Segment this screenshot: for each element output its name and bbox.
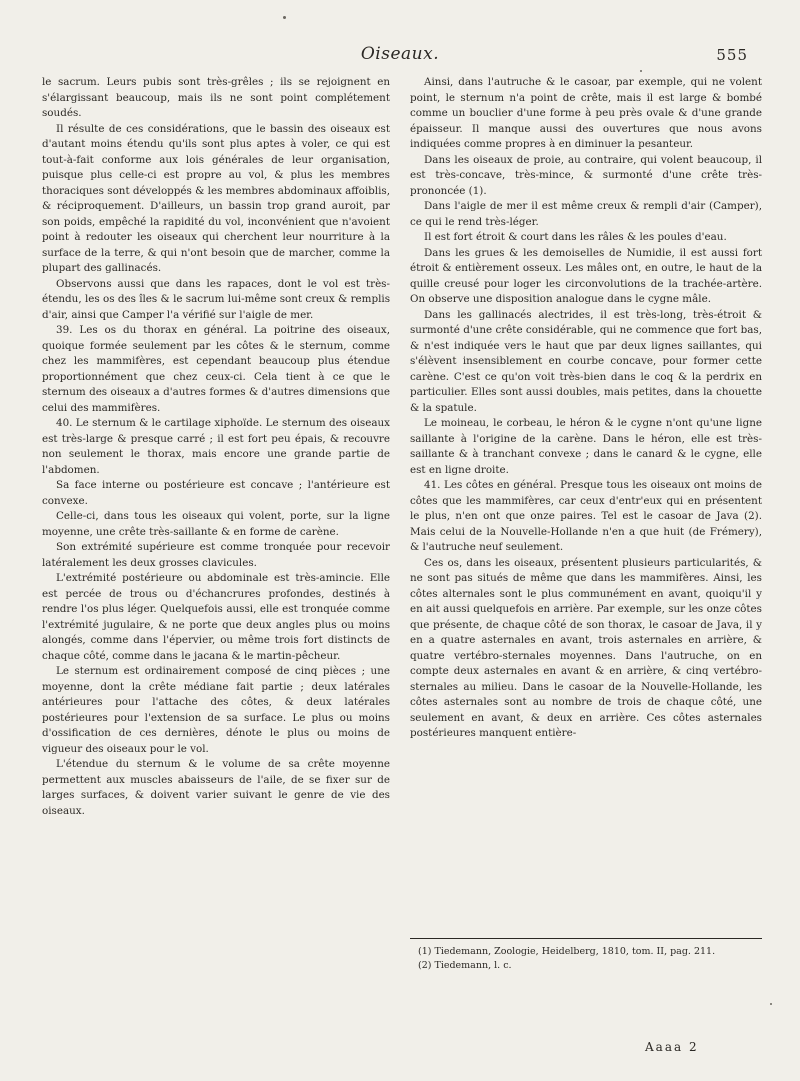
footnote: (1) Tiedemann, Zoologie, Heidelberg, 1810, tom. II, pag. 211.	[418, 946, 716, 957]
page-number: 555	[716, 46, 748, 64]
paragraph: Dans les grues & les demoiselles de Numidie, il est aussi fort étroit & entièrement osseux. Les mâles ont, en outre, le haut de la quille creusé pour loger les circonvolutions de la trachée-artère. On observe une disposition analogue dans le cygne mâle.	[410, 246, 762, 305]
paragraph: Dans les gallinacés alectrides, il est très-long, très-étroit & surmonté d'une crête considérable, qui ne commence que fort bas, & n'est indiquée vers le haut que par deux lignes saillantes, qui s'élèvent insensiblement en courbe concave, pour former cette carène. C'est ce qu'on voit très-bien dans le coq & la perdrix en particulier. Elles sont aussi doubles, mais petites, dans la chouette & la spatule.	[410, 308, 762, 414]
paragraph: Il résulte de ces considérations, que le bassin des oiseaux est d'autant moins étendu qu'ils sont plus aptes à voler, ce qui est tout-à-fait conforme aux lois générales de leur organisation, puisque plus celle-ci est propre au vol, & plus les membres thoraciques sont développés & les membres abdominaux affoiblis, & réciproquement. D'ailleurs, un bassin trop grand auroit, par son poids, empêché la rapidité du vol, inconvénient que n'avoient point à redouter les oiseaux qui cherchent leur nourriture à la surface de la terre, & qui n'ont besoin que de marcher, comme la plupart des gallinacés.	[42, 122, 390, 274]
paragraph: Ainsi, dans l'autruche & le casoar, par exemple, qui ne volent point, le sternum n'a point de crête, mais il est large & bombé comme un bouclier d'une forme à peu près ovale & d'une grande épaisseur. Il manque aussi des ouvertures que nous avons indiquées comme propres à en diminuer la pesanteur.	[410, 76, 762, 150]
paragraph: L'étendue du sternum & le volume de sa crête moyenne permettent aux muscles abaisseurs de l'aile, de se fixer sur de larges surfaces, & doivent varier suivant le genre de vie des oiseaux.	[42, 758, 390, 817]
ink-speck	[640, 70, 642, 72]
paragraph: L'extrémité postérieure ou abdominale est très-amincie. Elle est percée de trous ou d'échancrures profondes, destinés à rendre l'os plus léger. Quelquefois aussi, elle est tronquée comme l'extrémité jugulaire, & ne porte que deux angles plus ou moins alongés, comme dans l'épervier, ou même trois fort distincts de chaque côté, comme dans le jacana & le martin-pêcheur.	[42, 572, 390, 662]
paragraph: 40. Le sternum & le cartilage xiphoïde. Le sternum des oiseaux est très-large & presque carré ; il est fort peu épais, & recouvre non seulement le thorax, mais encore une grande partie de l'abdomen.	[42, 417, 390, 476]
ink-speck	[283, 16, 286, 19]
paragraph: Il est fort étroit & court dans les râles & les poules d'eau.	[424, 231, 727, 243]
right-column	[410, 75, 762, 742]
paragraph: Ces os, dans les oiseaux, présentent plusieurs particularités, & ne sont pas situés de même que dans les mammifères. Ainsi, les côtes alternales sont le plus communément en avant, quoiqu'il y en ait aussi quelquefois en arrière. Par exemple, sur les onze côtes que présente, de chaque côté de son thorax, le casoar de Java, il y en a quatre asternales en avant, trois asternales en arrière, & quatre vertébro-sternales moyennes. Dans l'autruche, on en compte deux asternales en avant & en arrière, & cinq vertébro-sternales au milieu. Dans le casoar de la Nouvelle-Hollande, les côtes asternales sont au nombre de trois de chaque côté, une seulement en avant, & deux en arrière. Ces côtes asternales postérieures manquent entière-	[410, 556, 762, 739]
paragraph: Le moineau, le corbeau, le héron & le cygne n'ont qu'une ligne saillante à l'origine de la carène. Dans le héron, elle est très-saillante & à tranchant convexe ; dans le canard & le cygne, elle est en ligne droite.	[410, 417, 762, 476]
paragraph: Celle-ci, dans tous les oiseaux qui volent, porte, sur la ligne moyenne, une crête très-saillante & en forme de carène.	[42, 510, 390, 538]
paragraph: 41. Les côtes en général. Presque tous les oiseaux ont moins de côtes que les mammifères, car ceux d'entr'eux qui en présentent le plus, n'en ont que onze paires. Tel est le casoar de Java (2). Mais celui de la Nouvelle-Hollande n'en a que huit (de Frémery), & l'autruche neuf seulement.	[410, 479, 762, 553]
paragraph: Sa face interne ou postérieure est concave ; l'antérieure est convexe.	[42, 479, 390, 507]
left-column	[42, 75, 390, 819]
paragraph: Dans les oiseaux de proie, au contraire, qui volent beaucoup, il est très-concave, très-mince, & surmonté d'une crête très-prononcée (1).	[410, 153, 762, 197]
paragraph: Le sternum est ordinairement composé de cinq pièces ; une moyenne, dont la crête médiane fait partie ; deux latérales antérieures pour l'attache des côtes, & deux latérales postérieures pour l'extension de sa surface. Le plus ou moins d'ossification de ces dernières, dénote le plus ou moins de vigueur des oiseaux pour le vol.	[42, 665, 390, 755]
footnotes	[410, 938, 762, 973]
paragraph: Son extrémité supérieure est comme tronquée pour recevoir latéralement les deux grosses clavicules.	[42, 541, 390, 569]
ink-speck	[770, 1003, 772, 1005]
paragraph: 39. Les os du thorax en général. La poitrine des oiseaux, quoique formée seulement par les côtes & le sternum, comme chez les mammifères, est cependant beaucoup plus étendue proportionnément que chez ceux-ci. Cela tient à ce que le sternum des oiseaux a d'autres formes & d'autres dimensions que celui des mammifères.	[42, 324, 390, 414]
footnote: (2) Tiedemann, l. c.	[418, 960, 512, 971]
printer-signature: Aaaa 2	[645, 1040, 699, 1054]
paragraph: le sacrum. Leurs pubis sont très-grêles ; ils se rejoignent en s'élargissant beaucoup, mais ils ne sont point complétement soudés.	[42, 76, 390, 119]
paragraph: Dans l'aigle de mer il est même creux & rempli d'air (Camper), ce qui le rend très-léger.	[410, 200, 762, 228]
paragraph: Observons aussi que dans les rapaces, dont le vol est très-étendu, les os des îles & le sacrum lui-même sont creux & remplis d'air, ainsi que Camper l'a vérifié sur l'aigle de mer.	[42, 277, 390, 321]
running-title: Oiseaux.	[360, 44, 440, 64]
